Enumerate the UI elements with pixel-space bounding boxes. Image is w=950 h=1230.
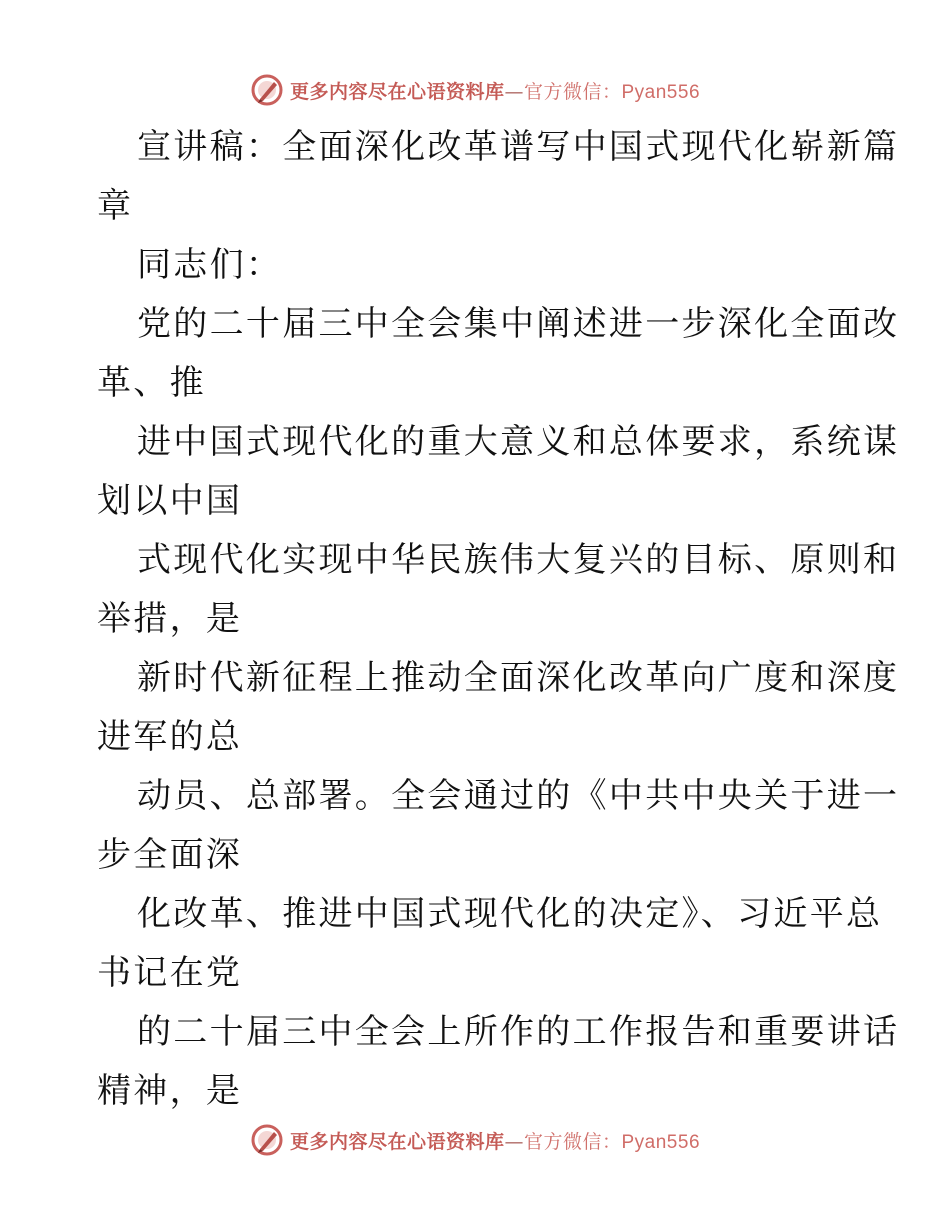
watermark-separator: — — [504, 1130, 524, 1153]
document-text-line: 举措，是 — [97, 599, 243, 639]
document-salutation: 同志们： — [137, 245, 283, 285]
footer-watermark — [0, 1120, 950, 1160]
document-text-line: 的二十届三中全会上所作的工作报告和重要讲话 — [137, 1012, 900, 1052]
header-watermark — [0, 70, 950, 110]
watermark-brand-text: 更多内容尽在心语资料库 — [289, 80, 505, 103]
watermark-wechat-id: Pyan556 — [621, 1131, 701, 1153]
document-text-line: 进中国式现代化的重大意义和总体要求，系统谋 — [137, 422, 900, 462]
document-text-line: 化改革、推进中国式现代化的决定》、习近平总 — [137, 894, 883, 934]
document-text-line: 党的二十届三中全会集中阐述进一步深化全面改 — [137, 304, 900, 344]
document-text-line: 新时代新征程上推动全面深化改革向广度和深度 — [137, 658, 900, 698]
document-text-line: 动员、总部署。全会通过的《中共中央关于进一 — [137, 776, 900, 816]
watermark-separator: — — [504, 80, 524, 103]
document-title-line: 宣讲稿：全面深化改革谱写中国式现代化崭新篇 — [137, 127, 900, 167]
document-text-line: 进军的总 — [97, 717, 243, 757]
document-text-line: 精神，是 — [97, 1071, 243, 1111]
document-text-line: 划以中国 — [97, 481, 243, 521]
document-text-line: 革、推 — [97, 363, 206, 403]
document-title-line-continued: 章 — [97, 186, 134, 226]
document-text-line: 步全面深 — [97, 835, 243, 875]
watermark-wechat-id: Pyan556 — [621, 81, 701, 103]
document-text-line: 式现代化实现中华民族伟大复兴的目标、原则和 — [137, 540, 900, 580]
watermark-wechat-label: 官方微信： — [523, 80, 622, 103]
document-body — [97, 118, 900, 1121]
watermark-brand-text: 更多内容尽在心语资料库 — [289, 1130, 505, 1153]
watermark-wechat-label: 官方微信： — [523, 1130, 622, 1153]
document-text-line: 书记在党 — [97, 953, 243, 993]
pen-circle-logo-icon — [250, 1123, 284, 1157]
pen-circle-logo-icon — [250, 73, 284, 107]
